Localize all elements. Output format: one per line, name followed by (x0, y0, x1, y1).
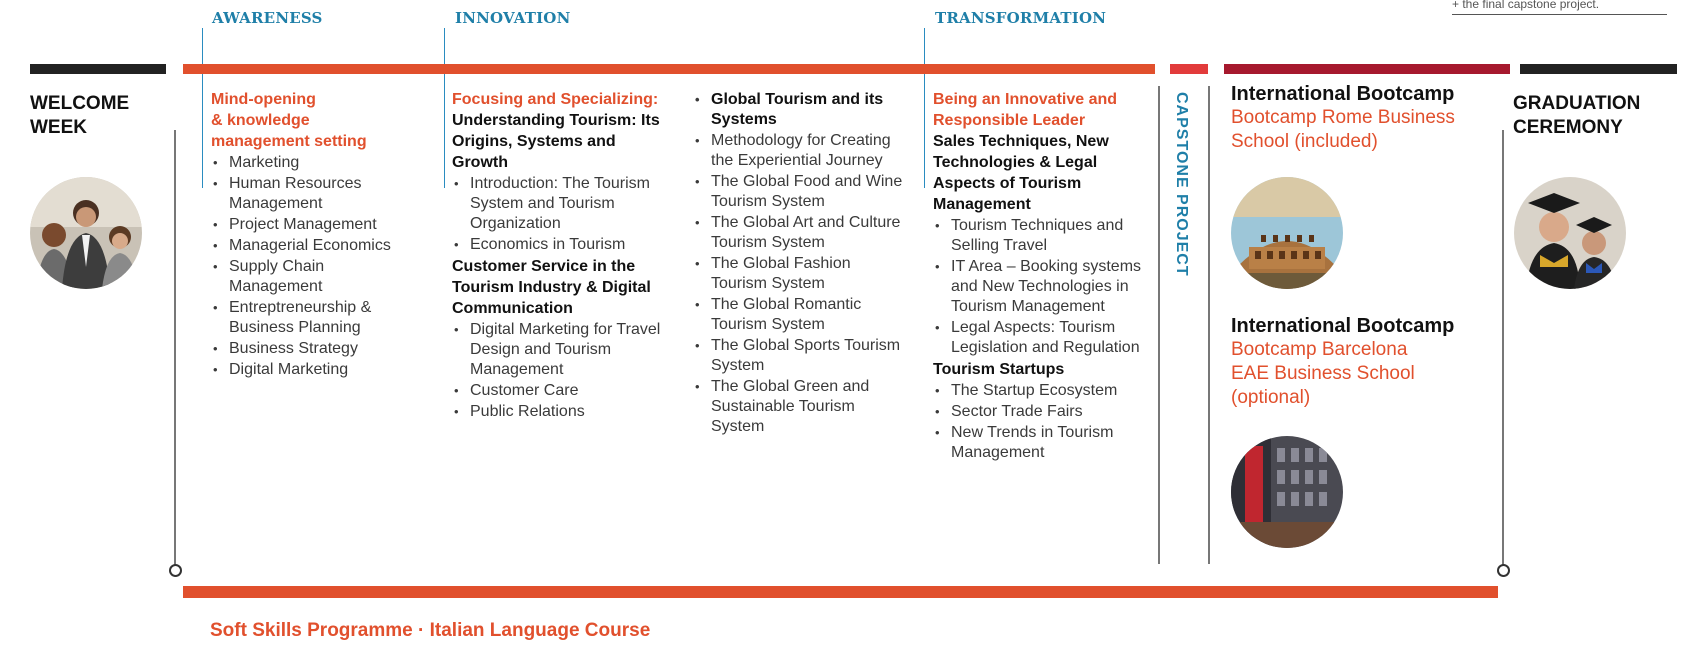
graduation-ceremony-title: GRADUATION CEREMONY (1513, 93, 1641, 138)
timeline-left-vertical (174, 130, 176, 570)
capstone-project-label: CAPSTONE PROJECT (1173, 92, 1190, 277)
phase-marker-transformation (924, 28, 925, 188)
phase-transformation: TRANSFORMATION (935, 9, 1107, 27)
welcome-week-title: WELCOME WEEK (30, 93, 130, 138)
bootcamp-barcelona-title: International Bootcamp (1231, 315, 1455, 337)
phase-innovation: INNOVATION (455, 9, 571, 27)
list-item: • Entreptreneurship & Business Planning (211, 298, 411, 338)
bootcamp-rome-subtitle: Bootcamp Rome Business School (included) (1231, 107, 1455, 152)
col2-subheading-1: Understanding Tourism: Its Origins, Systems and Growth (452, 112, 660, 171)
bootcamp-bar (1224, 64, 1510, 74)
col1-list (211, 153, 411, 380)
list-item: • Global Tourism and its Systems (693, 90, 908, 130)
graduation-bar (1520, 64, 1677, 74)
list-item: • The Global Romantic Tourism System (693, 295, 908, 335)
list-item: • Customer Care (452, 381, 667, 401)
list-item: • Tourism Techniques and Selling Travel (933, 216, 1143, 256)
footer-soft-skills: Soft Skills Programme · Italian Language Course (210, 620, 651, 641)
list-item: • New Trends in Tourism Management (933, 423, 1143, 463)
list-item: • Methodology for Creating the Experiential Journey (693, 131, 908, 171)
main-timeline-bar (183, 64, 1155, 74)
list-item: • The Global Green and Sustainable Tourism System (693, 377, 908, 437)
soft-skills-bar (183, 586, 1498, 598)
col-transformation (933, 89, 1143, 464)
welcome-bar (30, 64, 166, 74)
phase-awareness: AWARENESS (212, 9, 323, 27)
col2-heading: Focusing and Specializing: (452, 91, 659, 108)
col2-list-1 (452, 174, 667, 255)
list-item: • Digital Marketing for Travel Design and Tourism Management (452, 320, 667, 380)
col3-list (693, 90, 908, 437)
timeline-right-vertical (1502, 130, 1504, 570)
col4-heading: Being an Innovative and Responsible Leader (933, 91, 1118, 129)
list-item: • Legal Aspects: Tourism Legislation and Regulation (933, 318, 1143, 358)
capstone-left-divider (1158, 86, 1160, 564)
list-item: • Introduction: The Tourism System and Tourism Organization (452, 174, 667, 234)
timeline-end-dot (1497, 564, 1510, 577)
list-item: • The Global Art and Culture Tourism System (693, 213, 908, 253)
list-item: • Public Relations (452, 402, 667, 422)
timeline-start-dot (169, 564, 182, 577)
list-item: • Business Strategy (211, 339, 411, 359)
bootcamp-barcelona (1231, 314, 1501, 410)
col4-list-1 (933, 216, 1143, 358)
col-innovation-1 (452, 89, 667, 423)
list-item: • The Global Fashion Tourism System (693, 254, 908, 294)
list-item: • The Global Food and Wine Tourism System (693, 172, 908, 212)
list-item: • Supply Chain Management (211, 257, 411, 297)
barcelona-building-photo (1231, 436, 1343, 548)
col4-list-2 (933, 381, 1143, 463)
top-note: + the final capstone project. (1452, 0, 1667, 15)
list-item: • Digital Marketing (211, 360, 411, 380)
list-item: • Project Management (211, 215, 411, 235)
col-innovation-2 (693, 89, 908, 438)
list-item: • Managerial Economics (211, 236, 411, 256)
phase-marker-innovation (444, 28, 445, 188)
col2-list-2 (452, 320, 667, 422)
list-item: • Sector Trade Fairs (933, 402, 1143, 422)
col4-subheading-1: Sales Techniques, New Technologies & Legal Aspects of Tourism Management (933, 133, 1109, 213)
capstone-right-divider (1208, 86, 1210, 564)
phase-marker-awareness (202, 28, 203, 188)
colosseum-photo (1231, 177, 1343, 289)
col4-subheading-2: Tourism Startups (933, 361, 1065, 378)
capstone-bar (1170, 64, 1208, 74)
graduation-photo (1514, 177, 1626, 289)
list-item: • IT Area – Booking systems and New Technologies in Tourism Management (933, 257, 1143, 317)
list-item: • The Global Sports Tourism System (693, 336, 908, 376)
bootcamp-rome-title: International Bootcamp (1231, 83, 1455, 105)
list-item: • Human Resources Management (211, 174, 411, 214)
col1-heading: Mind-opening & knowledge management setting (211, 91, 367, 150)
list-item: • The Startup Ecosystem (933, 381, 1143, 401)
col2-subheading-2: Customer Service in the Tourism Industry & Digital Communication (452, 258, 651, 317)
col-awareness (211, 89, 411, 381)
list-item: • Marketing (211, 153, 411, 173)
bootcamp-rome (1231, 82, 1501, 154)
welcome-photo (30, 177, 142, 289)
bootcamp-barcelona-subtitle: Bootcamp Barcelona EAE Business School (optional) (1231, 339, 1415, 408)
list-item: • Economics in Tourism (452, 235, 667, 255)
